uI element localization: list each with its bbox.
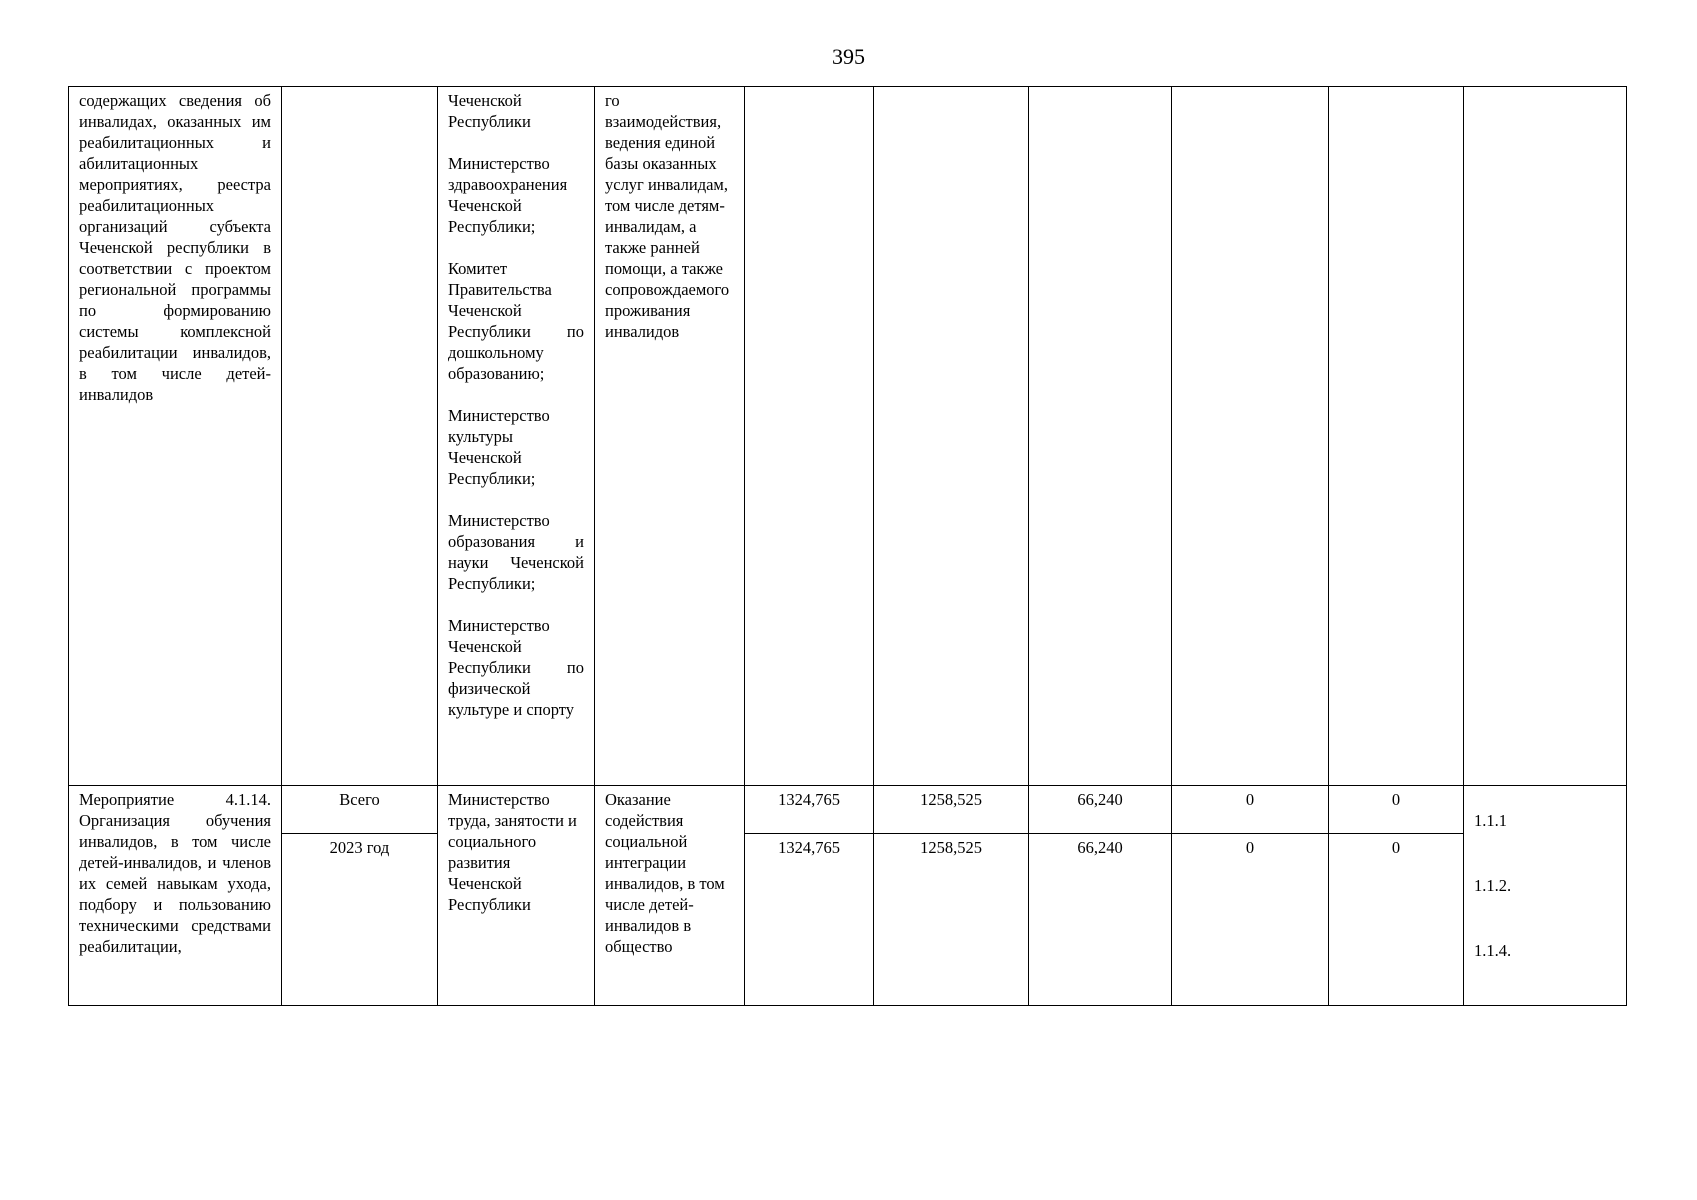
- program-measures-table: [68, 86, 1627, 1006]
- continuation-federal-cell: [874, 87, 1029, 786]
- table-row-total: [69, 786, 1627, 834]
- local-amount-cell: 0: [1172, 786, 1329, 834]
- continuation-regional-cell: [1029, 87, 1172, 786]
- continuation-local-cell: [1172, 87, 1329, 786]
- page-number: 395: [832, 44, 865, 69]
- other-amount-cell: 0: [1329, 833, 1464, 1005]
- period-cell: 2023 год: [282, 833, 438, 1005]
- regional-amount-cell: 66,240: [1029, 786, 1172, 834]
- continuation-period-cell: [282, 87, 438, 786]
- table-row-continuation: [69, 87, 1627, 786]
- local-amount-cell: 0: [1172, 833, 1329, 1005]
- federal-amount-cell: 1258,525: [874, 786, 1029, 834]
- measure-executor-cell: Министерство труда, занятости и социального развития Чеченской Республики: [438, 786, 595, 1006]
- total-amount-cell: 1324,765: [745, 786, 874, 834]
- continuation-executors-cell: Чеченской Республики Министерство здравоохранения Чеченской Республики; Комитет Правительства Чеченской Республики по дошкольному образованию; Министерство культуры Чеченской Республики; Министерство образования и науки Чеченской Республики; Министерство Чеченской Республики по физической культуре и спорту: [438, 87, 595, 786]
- indicator-code: 1.1.2.: [1474, 876, 1512, 895]
- indicator-code: 1.1.1: [1474, 811, 1507, 830]
- indicator-codes-cell: [1464, 786, 1627, 1006]
- other-amount-cell: 0: [1329, 786, 1464, 834]
- total-amount-cell: 1324,765: [745, 833, 874, 1005]
- indicator-code: 1.1.4.: [1474, 941, 1512, 960]
- federal-amount-cell: 1258,525: [874, 833, 1029, 1005]
- continuation-total-cell: [745, 87, 874, 786]
- continuation-description-cell: содержащих сведения об инвалидах, оказанных им реабилитационных и абилитационных мероприятиях, реестра реабилитационных организаций субъекта Чеченской республики в соответствии с проектом региональной программы по формированию системы комплексной реабилитации инвалидов, в том числе детей-инвалидов: [69, 87, 282, 786]
- continuation-result-cell: го взаимодействия, ведения единой базы оказанных услуг инвалидам, том числе детям-инвалидам, а также ранней помощи, а также сопровождаемого проживания инвалидов: [595, 87, 745, 786]
- table-row-2023: [69, 833, 1627, 1005]
- measure-description-cell: Мероприятие 4.1.14. Организация обучения инвалидов, в том числе детей-инвалидов, и членов их семей навыкам ухода, подбору и пользованию техническими средствами реабилитации,: [69, 786, 282, 1006]
- regional-amount-cell: 66,240: [1029, 833, 1172, 1005]
- period-cell: Всего: [282, 786, 438, 834]
- measure-result-cell: Оказание содействия социальной интеграции инвалидов, в том числе детей-инвалидов в общество: [595, 786, 745, 1006]
- continuation-other-cell: [1329, 87, 1464, 786]
- continuation-codes-cell: [1464, 87, 1627, 786]
